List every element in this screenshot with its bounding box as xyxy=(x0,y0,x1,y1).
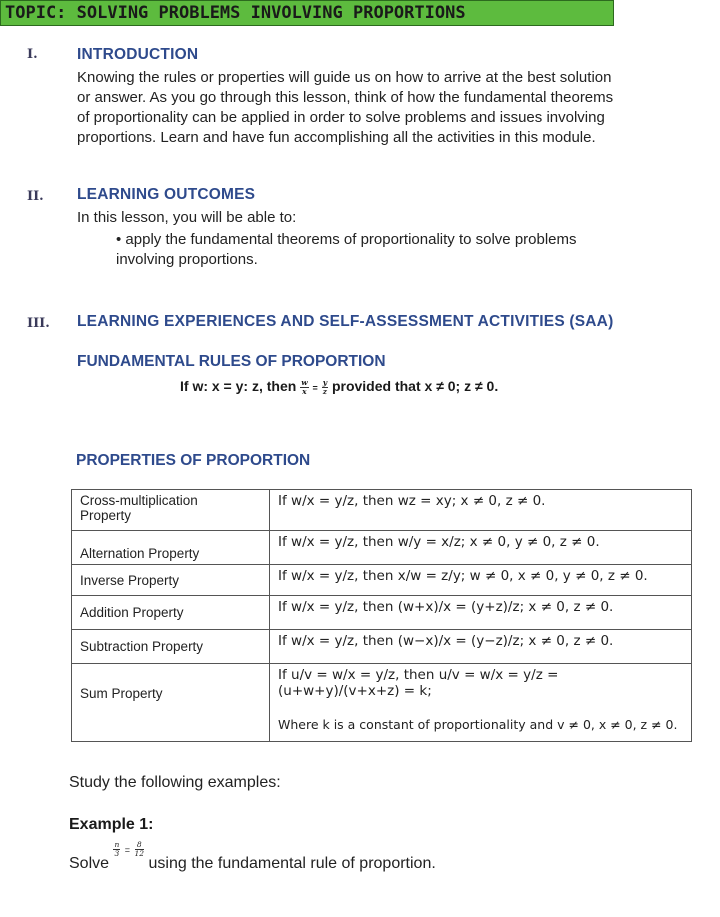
table-row xyxy=(72,630,692,664)
topic-banner: TOPIC: SOLVING PROBLEMS INVOLVING PROPORTIONS xyxy=(0,0,614,26)
sum-rule: If u/v = w/x = y/z, then u/v = w/x = y/z = (u+w+y)/(v+x+z) = k; xyxy=(278,667,559,699)
solve-word: Solve xyxy=(69,855,110,872)
section-numeral-3: III. xyxy=(27,316,50,331)
fraction-n-over-3: $\frac{n}{3}$ xyxy=(114,840,120,858)
fundamental-rules-heading: FUNDAMENTAL RULES OF PROPORTION xyxy=(77,353,386,370)
fraction-w-over-x: $\frac{w}{x}$ xyxy=(301,377,308,396)
section-numeral-1: I. xyxy=(27,47,38,62)
rule-suffix: provided that x ≠ 0; z ≠ 0. xyxy=(331,378,499,394)
outcomes-intro: In this lesson, you will be able to: xyxy=(77,209,297,226)
paragraph-line: Knowing the rules or properties will guide us on how to arrive at the best solution xyxy=(77,69,612,86)
property-name: Subtraction Property xyxy=(72,630,270,664)
property-rule: If w/x = y/z, then x/w = z/y; w ≠ 0, x ≠ 0, y ≠ 0, z ≠ 0. xyxy=(270,565,692,596)
paragraph-line: proportions. Learn and have fun accomplishing all the activities in this module. xyxy=(77,129,596,146)
bullet-line: involving proportions. xyxy=(116,251,258,268)
fraction-y-over-z: $\frac{y}{z}$ xyxy=(322,377,328,396)
paragraph-line: or answer. As you go through this lesson, think of how the fundamental theorems xyxy=(77,89,614,106)
property-name: Cross-multiplication Property xyxy=(72,490,270,531)
paragraph-line: of proportionality can be applied in order to solve problems and issues involving xyxy=(77,109,605,126)
introduction-paragraph xyxy=(77,68,707,148)
property-rule: If w/x = y/z, then wz = xy; x ≠ 0, z ≠ 0. xyxy=(270,490,692,531)
example-label: Example 1: xyxy=(69,816,154,833)
rule-prefix: If w: x = y: z, then xyxy=(180,378,297,394)
property-rule xyxy=(270,664,692,742)
table-row xyxy=(72,664,692,742)
learning-experiences-heading: LEARNING EXPERIENCES AND SELF-ASSESSMENT ACTIVITIES (SAA) xyxy=(77,313,614,330)
property-name: Alternation Property xyxy=(72,531,270,565)
outcome-bullet xyxy=(116,230,696,270)
introduction-heading: INTRODUCTION xyxy=(77,46,199,63)
property-name: Sum Property xyxy=(72,664,270,742)
property-rule: If w/x = y/z, then (w−x)/x = (y−z)/z; x ≠ 0, z ≠ 0. xyxy=(270,630,692,664)
bullet-icon: • xyxy=(116,231,126,248)
study-text: Study the following examples: xyxy=(69,774,281,791)
property-name: Addition Property xyxy=(72,596,270,630)
learning-outcomes-heading: LEARNING OUTCOMES xyxy=(77,186,256,203)
example-rest: using the fundamental rule of proportion. xyxy=(148,855,436,872)
table-row xyxy=(72,531,692,565)
section-numeral-2: II. xyxy=(27,189,44,204)
table-row xyxy=(72,490,692,531)
table-row xyxy=(72,596,692,630)
properties-table xyxy=(71,489,692,742)
fraction-8-over-12: $\frac{8}{12}$ xyxy=(134,840,145,858)
sum-note: Where k is a constant of proportionality and v ≠ 0, x ≠ 0, z ≠ 0. xyxy=(278,717,678,732)
property-rule: If w/x = y/z, then (w+x)/x = (y+z)/z; x ≠ 0, z ≠ 0. xyxy=(270,596,692,630)
property-rule: If w/x = y/z, then w/y = x/z; x ≠ 0, y ≠ 0, z ≠ 0. xyxy=(270,531,692,565)
bullet-line: apply the fundamental theorems of proportionality to solve problems xyxy=(125,231,577,248)
example-instruction: Solve $\frac{n}{3}$ = $\frac{8}{12}$ using the fundamental rule of proportion. xyxy=(69,840,436,872)
properties-heading: PROPERTIES OF PROPORTION xyxy=(76,452,311,469)
table-row xyxy=(72,565,692,596)
property-name: Inverse Property xyxy=(72,565,270,596)
fundamental-rule: If w: x = y: z, then $\frac{w}{x}$ = $\frac{y}{z}$ provided that x ≠ 0; z ≠ 0. xyxy=(180,377,499,396)
